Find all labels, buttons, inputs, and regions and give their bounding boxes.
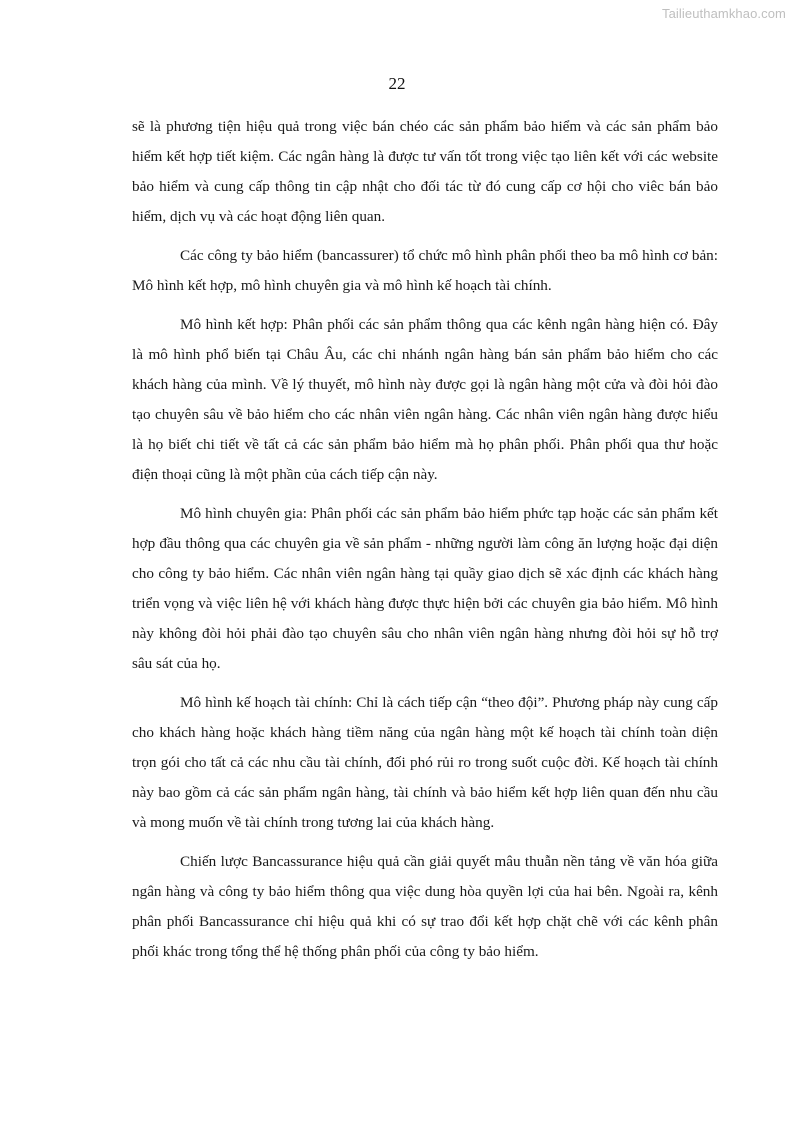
paragraph-continuation: sẽ là phương tiện hiệu quả trong việc bán chéo các sản phẩm bảo hiểm và các sản phẩm bảo hiểm kết hợp tiết kiệm. Các ngân hàng là được tư vấn tốt trong việc tạo liên kết với các website bảo hiểm và cung cấp thông tin cập nhật cho đối tác từ đó cung cấp cơ hội cho viêc bán bảo hiểm, dịch vụ và các hoạt động liên quan. (132, 118, 718, 225)
paragraph-distribution-models: Các công ty bảo hiểm (bancassurer) tổ chức mô hình phân phối theo ba mô hình cơ bản: Mô hình kết hợp, mô hình chuyên gia và mô hình kế hoạch tài chính. (132, 247, 718, 294)
watermark-text: Tailieuthamkhao.com (661, 6, 786, 21)
paragraph-strategy: Chiến lược Bancassurance hiệu quả cần giải quyết mâu thuẫn nền tảng về văn hóa giữa ngân hàng và công ty bảo hiểm thông qua việc dung hòa quyền lợi của hai bên. Ngoài ra, kênh phân phối Bancassurance chỉ hiệu quả khi có sự trao đổi kết hợp chặt chẽ với các kênh phân phối khác trong tổng thể hệ thống phân phối của công ty bảo hiểm. (132, 853, 718, 960)
paragraph-financial-plan-model: Mô hình kế hoạch tài chính: Chỉ là cách tiếp cận “theo đội”. Phương pháp này cung cấp cho khách hàng hoặc khách hàng tiềm năng của ngân hàng một kế hoạch tài chính toàn diện trọn gói cho tất cả các nhu cầu tài chính, đối phó rủi ro trong suốt cuộc đời. Kế hoạch tài chính này bao gồm cả các sản phẩm ngân hàng, tài chính và bảo hiểm kết hợp liên quan đến nhu cầu và mong muốn về tài chính trong tương lai của khách hàng. (132, 694, 718, 831)
document-body (132, 112, 718, 976)
paragraph-expert-model: Mô hình chuyên gia: Phân phối các sản phẩm bảo hiểm phức tạp hoặc các sản phẩm kết hợp đầu thông qua các chuyên gia về sản phẩm - những người làm công ăn lượng hoặc đại diện cho công ty bảo hiểm. Các nhân viên ngân hàng tại quầy giao dịch sẽ xác định các khách hàng triển vọng và việc liên hệ với khách hàng được thực hiện bởi các chuyên gia bảo hiểm. Mô hình này không đòi hỏi phải đào tạo chuyên sâu cho nhân viên ngân hàng nhưng đòi hỏi sự hỗ trợ sâu sát của họ. (132, 505, 718, 672)
page-number: 22 (388, 74, 406, 93)
paragraph-combined-model: Mô hình kết hợp: Phân phối các sản phẩm thông qua các kênh ngân hàng hiện có. Đây là mô hình phổ biến tại Châu Âu, các chi nhánh ngân hàng bán sản phẩm bảo hiểm cho các khách hàng của mình. Về lý thuyết, mô hình này được gọi là ngân hàng một cửa và đòi hỏi đào tạo chuyên sâu về bảo hiểm cho các nhân viên ngân hàng. Các nhân viên ngân hàng được hiểu là họ biết chi tiết về tất cả các sản phẩm bảo hiểm mà họ phân phối. Phân phối qua thư hoặc điện thoại cũng là một phần của cách tiếp cận này. (132, 316, 718, 483)
